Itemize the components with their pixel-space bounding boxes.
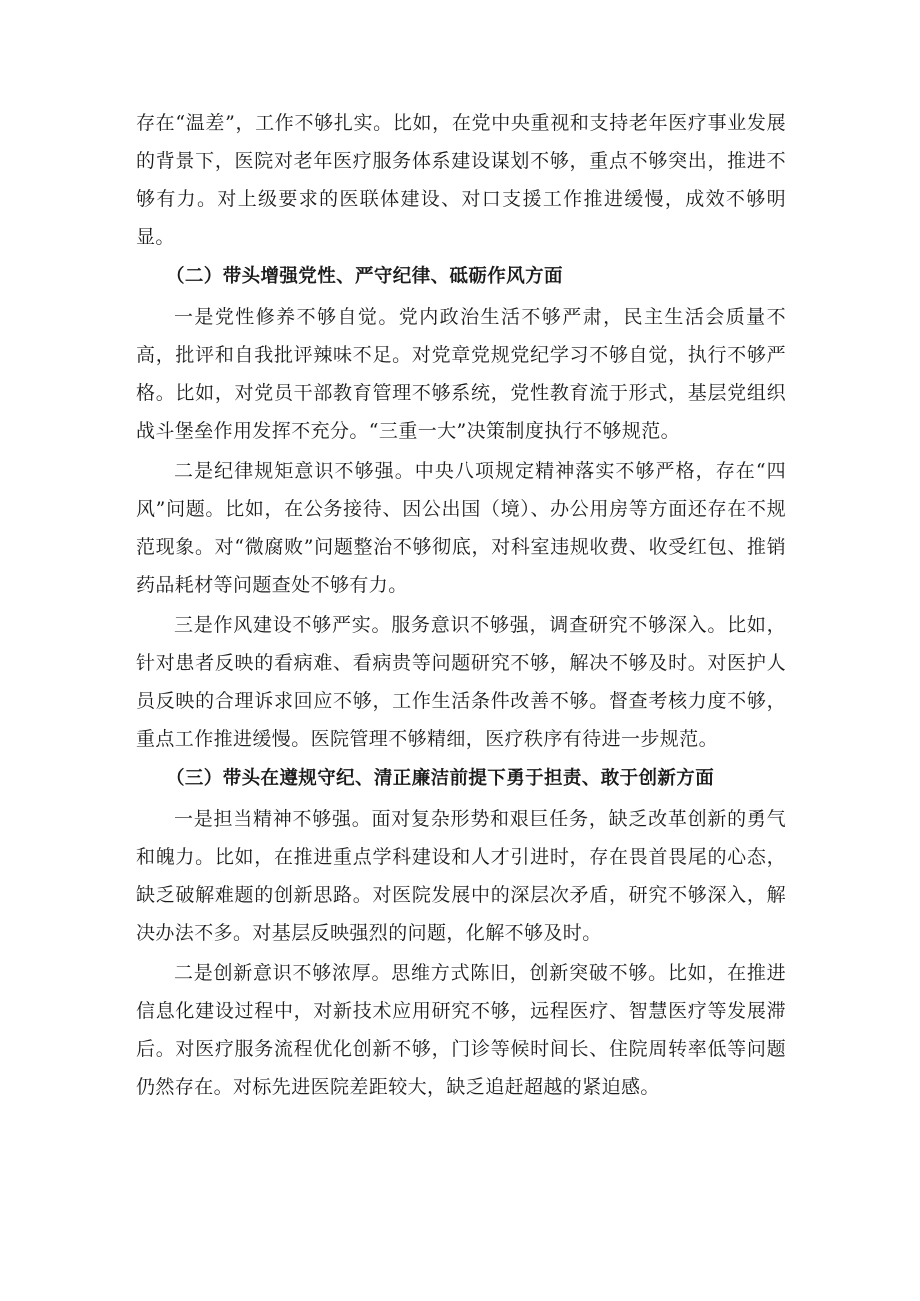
paragraph: 三是作风建设不够严实。服务意识不够强，调查研究不够深入。比如，针对患者反映的看病难、看病贵等问题研究不够，解决不够及时。对医护人员反映的合理诉求回应不够，工作生活条件改善不够。督查考核力度不够，重点工作推进缓慢。医院管理不够精细，医疗秩序有待进一步规范。 [136,614,786,750]
paragraph: 二是纪律规矩意识不够强。中央八项规定精神落实不够严格，存在“四风”问题。比如，在公务接待、因公出国（境）、办公用房等方面还存在不规范现象。对“微腐败”问题整治不够彻底，对科室违规收费、收受红包、推销药品耗材等问题查处不够有力。 [136,460,786,596]
continuation-paragraph: 存在“温差”，工作不够扎实。比如，在党中央重视和支持老年医疗事业发展的背景下，医院对老年医疗服务体系建设谋划不够，重点不够突出，推进不够有力。对上级要求的医联体建设、对口支援工作推进缓慢，成效不够明显。 [136,112,786,248]
paragraph: 二是创新意识不够浓厚。思维方式陈旧，创新突破不够。比如，在推进信息化建设过程中，对新技术应用研究不够，远程医疗、智慧医疗等发展滞后。对医疗服务流程优化创新不够，门诊等候时间长、住院周转率低等问题仍然存在。对标先进医院差距较大，缺乏追赶超越的紧迫感。 [136,962,786,1098]
paragraph: 一是党性修养不够自觉。党内政治生活不够严肃，民主生活会质量不高，批评和自我批评辣味不足。对党章党规党纪学习不够自觉，执行不够严格。比如，对党员干部教育管理不够系统，党性教育流于形式，基层党组织战斗堡垒作用发挥不充分。“三重一大”决策制度执行不够规范。 [136,306,786,442]
paragraph: 一是担当精神不够强。面对复杂形势和艰巨任务，缺乏改革创新的勇气和魄力。比如，在推进重点学科建设和人才引进时，存在畏首畏尾的心态，缺乏破解难题的创新思路。对医院发展中的深层次矛盾，研究不够深入，解决办法不多。对基层反映强烈的问题，化解不够及时。 [136,808,786,944]
document-body [136,104,786,1108]
section-heading-3: （三）带头在遵规守纪、清正廉洁前提下勇于担责、敢于创新方面 [166,768,715,789]
section-heading-2: （二）带头增强党性、严守纪律、砥砺作风方面 [166,266,563,287]
